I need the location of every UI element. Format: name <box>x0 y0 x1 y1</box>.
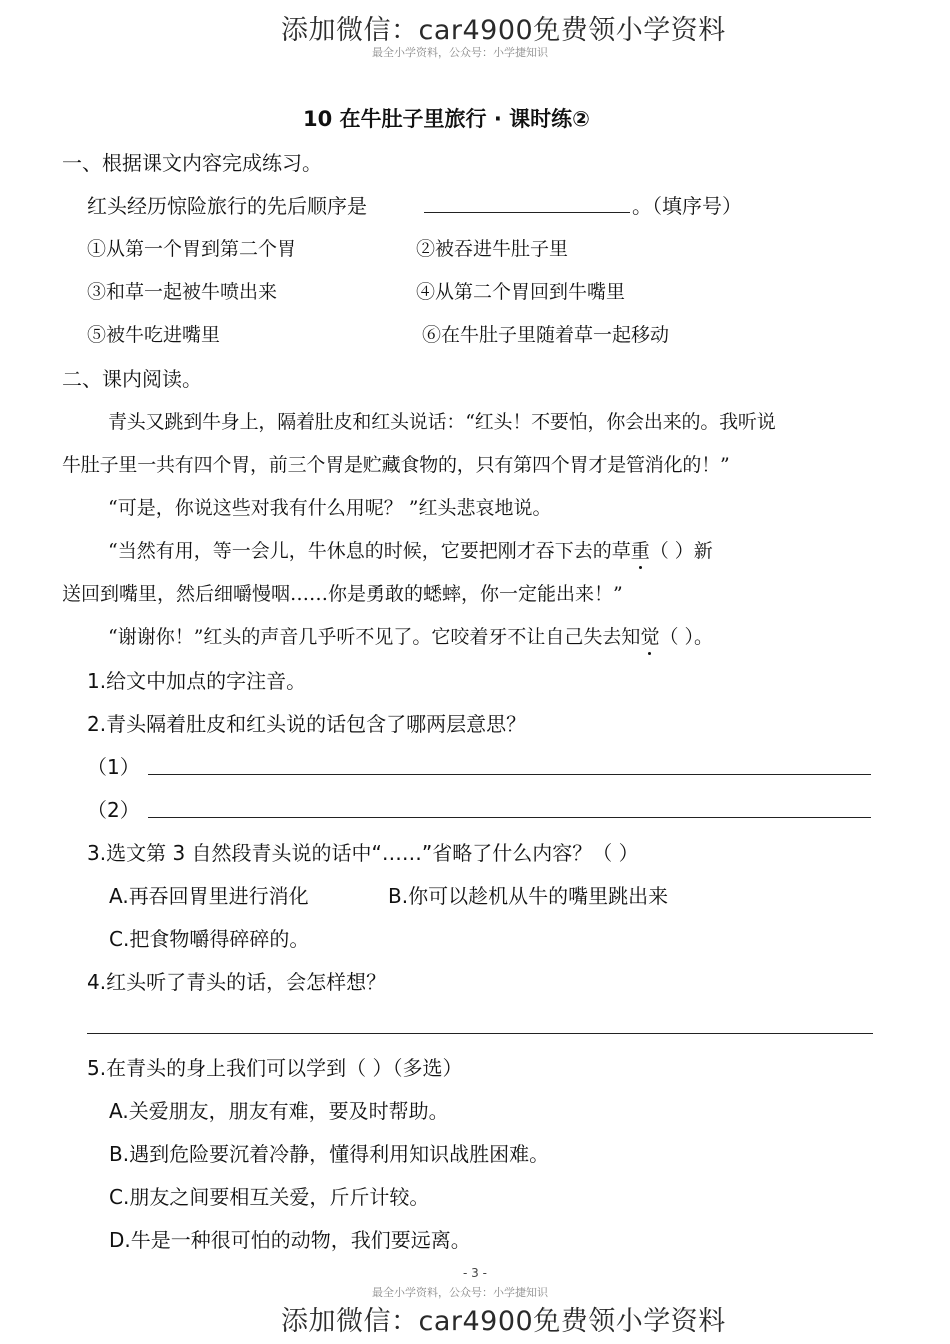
passage-p1-line2: 牛肚子里一共有四个胃，前三个胃是贮藏食物的，只有第四个胃才是管消化的！” <box>62 454 730 476</box>
q2-label-1: （1） <box>87 755 140 779</box>
section2-heading: 二、课内阅读。 <box>62 367 202 391</box>
option-4: ④从第二个胃回到牛嘴里 <box>416 281 626 303</box>
passage-p4 <box>108 622 713 649</box>
passage-p3-line2: 送回到嘴里，然后细嚼慢咽……你是勇敢的蟋蟀，你一定能出来！” <box>62 583 623 605</box>
question-2: 2.青头隔着肚皮和红头说的话包含了哪两层意思？ <box>87 712 527 736</box>
passage-p3-blank[interactable]: （ ）新 <box>649 540 713 562</box>
page-title: 10 在牛肚子里旅行 · 课时练② <box>303 107 590 131</box>
order-answer-line[interactable] <box>424 212 630 213</box>
passage-p1-line1: 青头又跳到牛身上，隔着肚皮和红头说话：“红头！不要怕，你会出来的。我听说 <box>108 411 776 433</box>
dotted-char-zhong: 重 <box>631 536 650 563</box>
section1-heading: 一、根据课文内容完成练习。 <box>62 151 322 175</box>
q3-option-a[interactable]: A.再吞回胃里进行消化 <box>109 884 309 908</box>
passage-p4-blank[interactable]: （ ）。 <box>659 626 713 648</box>
question-5: 5.在青头的身上我们可以学到（ ）（多选） <box>87 1056 463 1080</box>
q2-answer-line-1[interactable] <box>148 774 871 775</box>
question-4: 4.红头听了青头的话，会怎样想？ <box>87 970 387 994</box>
question-1: 1.给文中加点的字注音。 <box>87 669 307 693</box>
passage-p3-line1 <box>108 536 713 563</box>
passage-p3-text-a: “当然有用，等一会儿，牛休息的时候，它要把刚才吞下去的草 <box>108 540 631 562</box>
q2-label-2: （2） <box>87 798 140 822</box>
option-1: ①从第一个胃到第二个胃 <box>87 238 297 260</box>
option-6: ⑥在牛肚子里随着草一起移动 <box>422 324 670 346</box>
option-3: ③和草一起被牛喷出来 <box>87 281 278 303</box>
q4-answer-line[interactable] <box>87 1033 873 1034</box>
question-3: 3.选文第 3 自然段青头说的话中“……”省略了什么内容？（ ） <box>87 841 639 865</box>
q2-answer-line-2[interactable] <box>148 817 871 818</box>
top-watermark: 添加微信：car4900免费领小学资料 <box>281 15 726 46</box>
bottom-faint-text: 最全小学资料，公众号：小学捷知识 <box>372 1286 548 1299</box>
dotted-char-jue: 觉 <box>640 622 659 649</box>
option-2: ②被吞进牛肚子里 <box>416 238 569 260</box>
option-5: ⑤被牛吃进嘴里 <box>87 324 221 346</box>
q3-option-c[interactable]: C.把食物嚼得碎碎的。 <box>109 927 310 951</box>
order-prompt: 红头经历惊险旅行的先后顺序是 <box>87 194 367 218</box>
bottom-watermark: 添加微信：car4900免费领小学资料 <box>281 1306 726 1337</box>
q5-option-d[interactable]: D.牛是一种很可怕的动物，我们要远离。 <box>109 1228 471 1252</box>
q5-option-a[interactable]: A.关爱朋友，朋友有难，要及时帮助。 <box>109 1099 449 1123</box>
q3-option-b[interactable]: B.你可以趁机从牛的嘴里跳出来 <box>388 884 669 908</box>
q5-option-c[interactable]: C.朋友之间要相互关爱，斤斤计较。 <box>109 1185 430 1209</box>
page-number: - 3 - <box>463 1266 487 1280</box>
top-faint-text: 最全小学资料，公众号：小学捷知识 <box>372 46 548 59</box>
order-prompt-suffix: 。（填序号） <box>632 194 742 218</box>
passage-p2: “可是，你说这些对我有什么用呢？ ”红头悲哀地说。 <box>108 497 552 519</box>
passage-p4-text-a: “谢谢你！”红头的声音几乎听不见了。它咬着牙不让自己失去知 <box>108 626 641 648</box>
q5-option-b[interactable]: B.遇到危险要沉着冷静，懂得利用知识战胜困难。 <box>109 1142 550 1166</box>
